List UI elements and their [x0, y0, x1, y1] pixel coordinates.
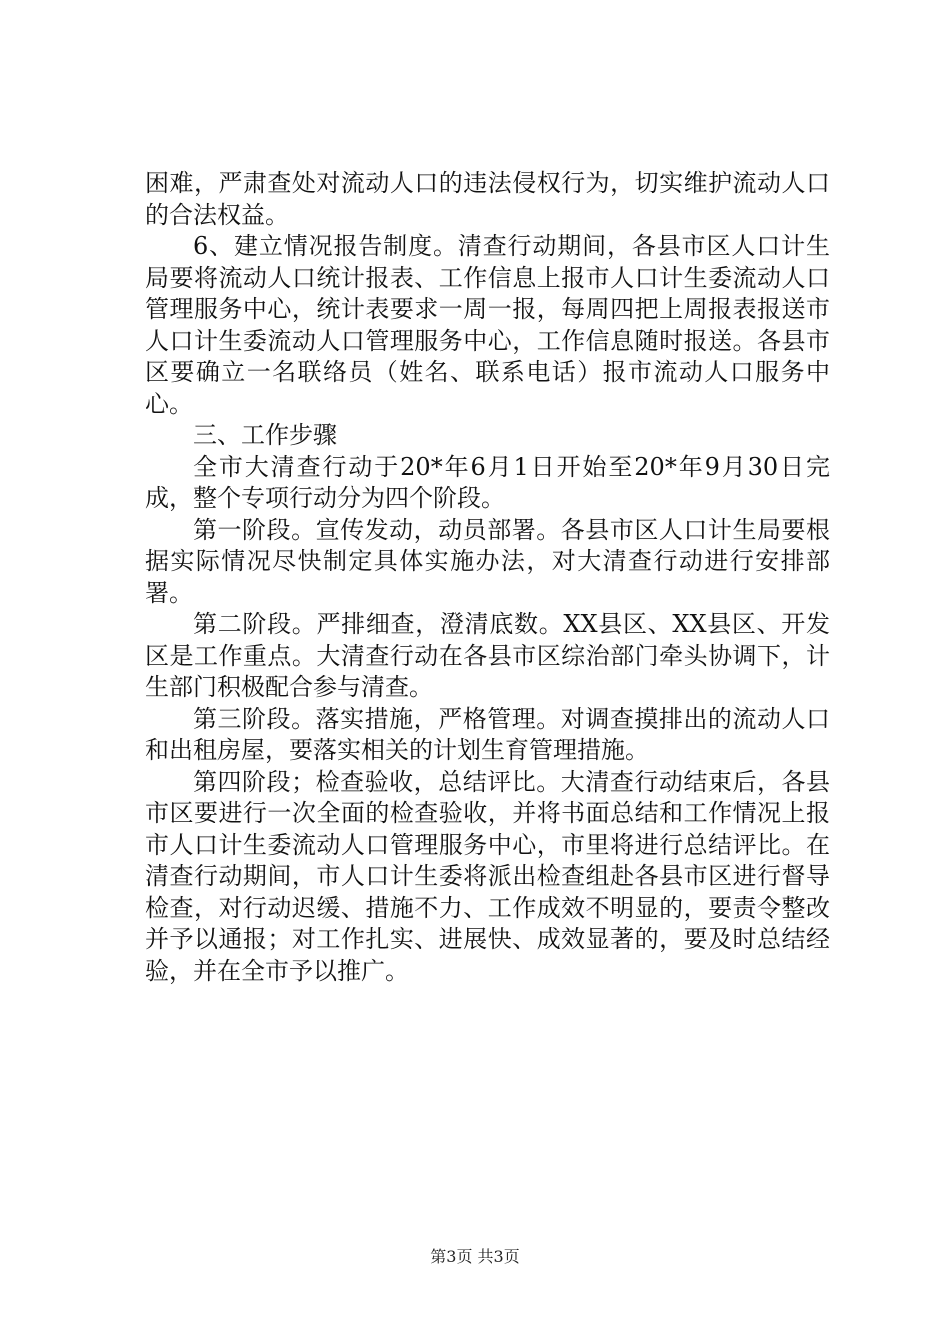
paragraph-report-system: 6、建立情况报告制度。清查行动期间，各县市区人口计生局要将流动人口统计报表、工作信息上报市人口计生委流动人口管理服务中心，统计表要求一周一报，每周四把上周报表报送市人口计生委流动人口管理服务中心，工作信息随时报送。各县市区要确立一名联络员（姓名、联系电话）报市流动人口服务中心。	[145, 232, 830, 418]
paragraph-stage-four: 第四阶段；检查验收，总结评比。大清查行动结束后，各县市区要进行一次全面的检查验收，并将书面总结和工作情况上报市人口计生委流动人口管理服务中心，市里将进行总结评比。在清查行动期间，市人口计生委将派出检查组赴各县市区进行督导检查，对行动迟缓、措施不力、工作成效不明显的，要责令整改并予以通报；对工作扎实、进展快、成效显著的，要及时总结经验，并在全市予以推广。	[145, 767, 830, 985]
paragraph-stage-one: 第一阶段。宣传发动，动员部署。各县市区人口计生局要根据实际情况尽快制定具体实施办法，对大清查行动进行安排部署。	[145, 515, 830, 607]
paragraph-stage-three: 第三阶段。落实措施，严格管理。对调查摸排出的流动人口和出租房屋，要落实相关的计划生育管理措施。	[145, 704, 830, 764]
document-body	[145, 168, 830, 987]
paragraph-stage-two: 第二阶段。严排细查，澄清底数。XX县区、XX县区、开发区是工作重点。大清查行动在各县市区综治部门牵头协调下，计生部门积极配合参与清查。	[145, 610, 830, 701]
paragraph-timeline: 全市大清查行动于20*年6月1日开始至20*年9月30日完成，整个专项行动分为四个阶段。	[145, 452, 830, 512]
page-number-footer: 第3页 共3页	[430, 1247, 520, 1266]
paragraph-continuation: 困难，严肃查处对流动人口的违法侵权行为，切实维护流动人口的合法权益。	[145, 169, 830, 229]
section-heading-work-steps: 三、工作步骤	[193, 421, 337, 449]
